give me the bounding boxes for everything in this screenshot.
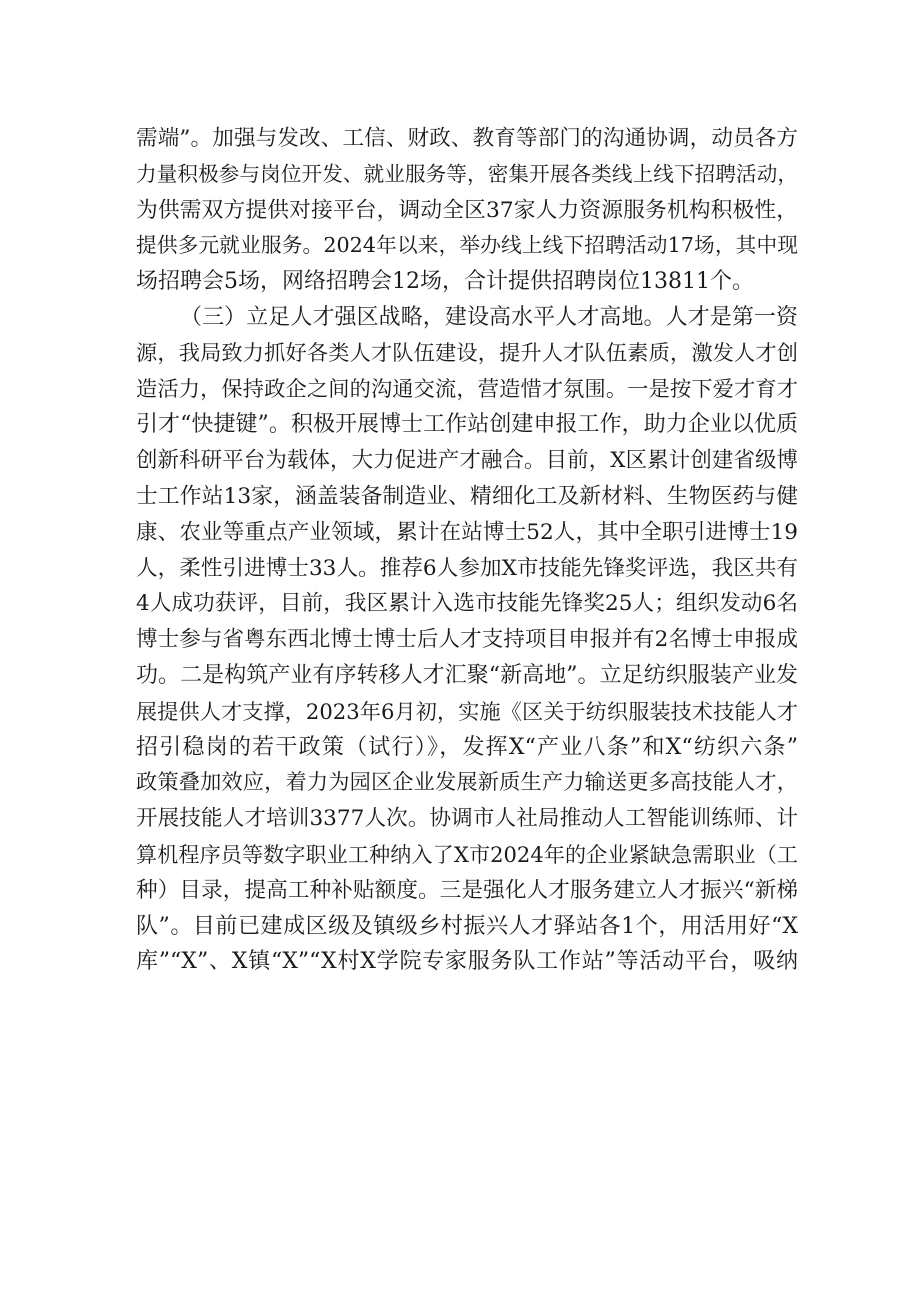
text-line: 创新科研平台为载体，大力促进产才融合。目前，X区累计创建省级博 [136, 448, 798, 474]
text-line: 为供需双方提供对接平台，调动全区37家人力资源服务机构积极性， [136, 197, 798, 223]
text-line: 引才“快捷键”。积极开展博士工作站创建申报工作，助力企业以优质 [136, 412, 798, 438]
text-line: 人，柔性引进博士33人。推荐6人参加X市技能先锋奖评选，我区共有 [136, 555, 798, 581]
text-line: 场招聘会5场，网络招聘会12场，合计提供招聘岗位13811个。 [136, 269, 754, 295]
text-line: 造活力，保持政企之间的沟通交流，营造惜才氛围。一是按下爱才育才 [136, 376, 798, 402]
text-line: 队”。目前已建成区级及镇级乡村振兴人才驿站各1个，用活用好“X [136, 913, 798, 939]
text-line: 4人成功获评，目前，我区累计入选市技能先锋奖25人；组织发动6名 [136, 591, 798, 617]
section-heading-line: （三）立足人才强区战略，建设高水平人才高地。人才是第一资 [180, 304, 798, 330]
text-line: 算机程序员等数字职业工种纳入了X市2024年的企业紧缺急需职业（工 [136, 841, 798, 867]
text-line: 政策叠加效应，着力为园区企业发展新质生产力输送更多高技能人才， [136, 770, 798, 796]
text-line: 库”“X”、X镇“X”“X村X学院专家服务队工作站”等活动平台，吸纳 [136, 949, 798, 975]
text-line: 开展技能人才培训3377人次。协调市人社局推动人工智能训练师、计 [136, 806, 798, 832]
text-line: 博士参与省粤东西北博士博士后人才支持项目申报并有2名博士申报成 [136, 627, 798, 653]
text-line: 展提供人才支撑，2023年6月初，实施《区关于纺织服装技术技能人才 [136, 698, 798, 724]
text-line: 种）目录，提高工种补贴额度。三是强化人才服务建立人才振兴“新梯 [136, 877, 798, 903]
body-text [136, 121, 798, 980]
text-line: 士工作站13家，涵盖装备制造业、精细化工及新材料、生物医药与健 [136, 483, 798, 509]
text-line: 招引稳岗的若干政策（试行）》，发挥X“产业八条”和X“纺织六条” [136, 734, 798, 760]
text-line: 康、农业等重点产业领域，累计在站博士52人，其中全职引进博士19 [136, 519, 798, 545]
text-line: 力量积极参与岗位开发、就业服务等，密集开展各类线上线下招聘活动， [136, 161, 798, 186]
text-line: 源，我局致力抓好各类人才队伍建设，提升人才队伍素质，激发人才创 [136, 340, 798, 366]
text-line: 需端”。加强与发改、工信、财政、教育等部门的沟通协调，动员各方 [136, 126, 798, 151]
text-line: 功。二是构筑产业有序转移人才汇聚“新高地”。立足纺织服装产业发 [136, 662, 798, 688]
text-line: 提供多元就业服务。2024年以来，举办线上线下招聘活动17场，其中现 [136, 233, 798, 258]
